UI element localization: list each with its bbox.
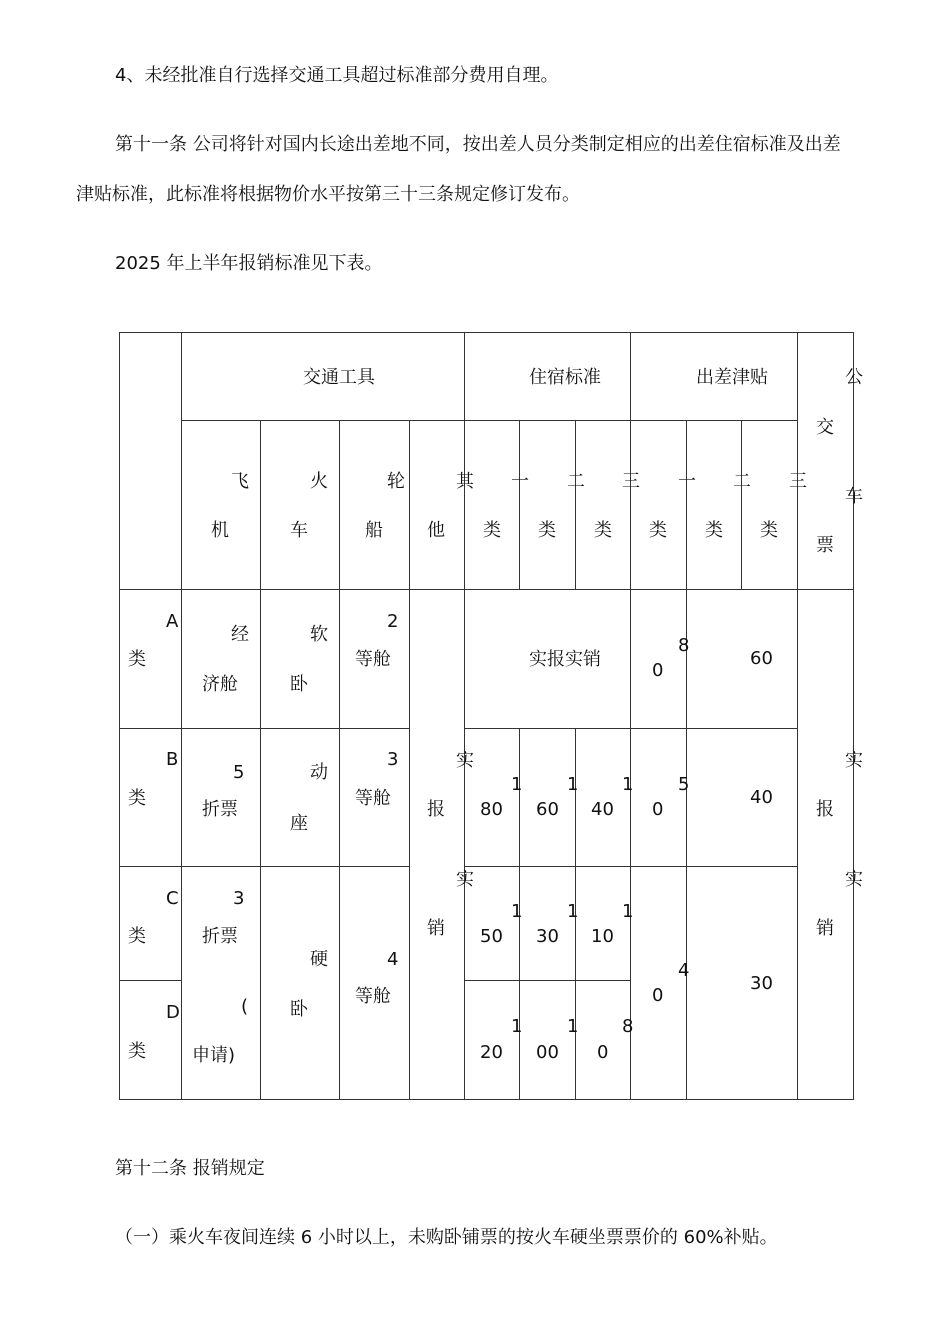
grid-line xyxy=(464,866,798,867)
row-d-lodging3-2: 0 xyxy=(597,1042,609,1063)
table-border-bottom xyxy=(119,1099,854,1100)
header-plane-1: 飞 xyxy=(231,471,249,492)
header-allowance-class1-a: 一 xyxy=(678,471,696,492)
row-b-ship-1: 3 xyxy=(387,749,399,770)
row-d-plane-2: 申请) xyxy=(192,1045,236,1066)
row-a-allowance1-1: 8 xyxy=(678,635,690,656)
grid-line xyxy=(686,420,687,1100)
header-allowance-class3-b: 类 xyxy=(760,520,778,541)
row-d-lodging3-1: 8 xyxy=(622,1016,634,1037)
header-allowance-class3-a: 三 xyxy=(789,471,807,492)
header-bus-2: 交 xyxy=(816,417,834,438)
row-d-lodging2-2: 00 xyxy=(536,1042,559,1063)
row-b-lodging2-1: 1 xyxy=(567,774,579,795)
bus-merged-2: 报 xyxy=(816,799,834,820)
header-bus-1: 公 xyxy=(845,367,863,388)
row-a-plane-2: 济舱 xyxy=(202,674,238,695)
row-cd-allowance1-2: 0 xyxy=(652,985,664,1006)
grid-line xyxy=(464,980,631,981)
row-b-train-2: 座 xyxy=(290,813,308,834)
row-a-ship-1: 2 xyxy=(387,611,399,632)
row-a-ship-2: 等舱 xyxy=(355,649,391,670)
header-allowance-class2-a: 二 xyxy=(733,471,751,492)
header-ship-1: 轮 xyxy=(387,471,405,492)
row-b-lodging1-1: 1 xyxy=(511,774,523,795)
row-c-lodging2-2: 30 xyxy=(536,926,559,947)
row-a-plane-1: 经 xyxy=(231,624,249,645)
article-12-heading: 第十二条 报销规定 xyxy=(115,1158,265,1179)
header-bus-4: 票 xyxy=(816,535,834,556)
grid-line xyxy=(119,980,181,981)
header-other-2: 他 xyxy=(427,520,445,541)
header-other-1: 其 xyxy=(456,471,474,492)
header-lodging-class2-a: 二 xyxy=(567,471,585,492)
row-b-lodging3-1: 1 xyxy=(622,774,634,795)
grid-line xyxy=(119,728,409,729)
row-c-plane-2: 折票 xyxy=(202,926,238,947)
table-intro: 2025 年上半年报销标准见下表。 xyxy=(115,253,383,274)
table-border-left xyxy=(119,332,120,1100)
row-a-allowance23: 60 xyxy=(750,648,773,669)
header-lodging-class2-b: 类 xyxy=(538,520,556,541)
row-b-lodging3-2: 40 xyxy=(591,799,614,820)
row-a-class-1: A xyxy=(166,611,179,632)
grid-line xyxy=(630,332,631,1100)
other-merged-4: 销 xyxy=(427,918,445,939)
grid-line xyxy=(339,420,340,1100)
row-b-allowance1-2: 0 xyxy=(652,799,664,820)
row-a-train-1: 软 xyxy=(310,624,328,645)
row-b-class-2: 类 xyxy=(128,788,146,809)
grid-line xyxy=(119,866,409,867)
row-cd-ship-1: 4 xyxy=(387,949,399,970)
other-merged-2: 报 xyxy=(427,799,445,820)
row-d-class-1: D xyxy=(166,1002,180,1023)
grid-line xyxy=(741,420,742,589)
row-d-lodging2-1: 1 xyxy=(567,1016,579,1037)
header-train-2: 车 xyxy=(290,520,308,541)
grid-line xyxy=(260,420,261,1100)
bus-merged-1: 实 xyxy=(845,750,863,771)
row-b-plane-2: 折票 xyxy=(202,799,238,820)
row-c-lodging3-2: 10 xyxy=(591,926,614,947)
row-b-class-1: B xyxy=(166,749,179,770)
row-d-lodging1-2: 20 xyxy=(480,1042,503,1063)
header-lodging: 住宿标准 xyxy=(529,367,601,388)
header-bus-3: 车 xyxy=(845,486,863,507)
row-a-lodging: 实报实销 xyxy=(529,649,601,670)
grid-line xyxy=(519,420,520,589)
grid-line xyxy=(181,332,182,1100)
row-cd-train-2: 卧 xyxy=(290,999,308,1020)
row-c-plane-1: 3 xyxy=(233,888,245,909)
row-b-allowance23: 40 xyxy=(750,787,773,808)
bus-merged-3: 实 xyxy=(845,869,863,890)
row-b-train-1: 动 xyxy=(310,762,328,783)
header-lodging-class3-a: 三 xyxy=(622,471,640,492)
grid-line xyxy=(181,420,798,421)
table-border-right xyxy=(853,332,854,1100)
header-train-1: 火 xyxy=(310,471,328,492)
row-b-allowance1-1: 5 xyxy=(678,774,690,795)
row-cd-train-1: 硬 xyxy=(310,949,328,970)
header-allowance: 出差津贴 xyxy=(696,367,768,388)
grid-line xyxy=(797,332,798,1100)
grid-line xyxy=(119,589,854,590)
row-d-class-2: 类 xyxy=(128,1041,146,1062)
row-c-lodging1-1: 1 xyxy=(511,901,523,922)
row-cd-allowance23: 30 xyxy=(750,973,773,994)
header-ship-2: 船 xyxy=(365,520,383,541)
row-c-lodging1-2: 50 xyxy=(480,926,503,947)
other-merged-1: 实 xyxy=(456,750,474,771)
row-a-class-2: 类 xyxy=(128,649,146,670)
row-c-class-2: 类 xyxy=(128,926,146,947)
row-a-train-2: 卧 xyxy=(290,674,308,695)
row-d-plane-1: ( xyxy=(241,996,249,1017)
grid-line xyxy=(575,420,576,589)
grid-line xyxy=(464,332,465,1100)
row-b-lodging2-2: 60 xyxy=(536,799,559,820)
article-11-line-1: 第十一条 公司将针对国内长途出差地不同，按出差人员分类制定相应的出差住宿标准及出差 xyxy=(115,134,841,155)
grid-line xyxy=(409,420,410,1100)
row-d-lodging1-1: 1 xyxy=(511,1016,523,1037)
row-c-class-1: C xyxy=(166,888,179,909)
item-4-text: 4、未经批准自行选择交通工具超过标准部分费用自理。 xyxy=(115,65,559,86)
header-lodging-class3-b: 类 xyxy=(594,520,612,541)
header-plane-2: 机 xyxy=(211,520,229,541)
header-lodging-class1-a: 一 xyxy=(511,471,529,492)
row-b-ship-2: 等舱 xyxy=(355,788,391,809)
row-c-lodging2-1: 1 xyxy=(567,901,579,922)
row-b-lodging1-2: 80 xyxy=(480,799,503,820)
row-a-allowance1-2: 0 xyxy=(652,660,664,681)
row-cd-allowance1-1: 4 xyxy=(678,960,690,981)
table-border-top xyxy=(119,332,854,333)
bus-merged-4: 销 xyxy=(816,918,834,939)
header-allowance-class1-b: 类 xyxy=(649,520,667,541)
rule-1-text: （一）乘火车夜间连续 6 小时以上，未购卧铺票的按火车硬坐票票价的 60%补贴。 xyxy=(115,1227,778,1248)
header-lodging-class1-b: 类 xyxy=(483,520,501,541)
header-transport: 交通工具 xyxy=(303,367,375,388)
row-cd-ship-2: 等舱 xyxy=(355,986,391,1007)
grid-line xyxy=(464,728,798,729)
row-c-lodging3-1: 1 xyxy=(622,901,634,922)
row-b-plane-1: 5 xyxy=(233,762,245,783)
header-allowance-class2-b: 类 xyxy=(705,520,723,541)
other-merged-3: 实 xyxy=(456,869,474,890)
article-11-line-2: 津贴标准，此标准将根据物价水平按第三十三条规定修订发布。 xyxy=(76,184,580,205)
